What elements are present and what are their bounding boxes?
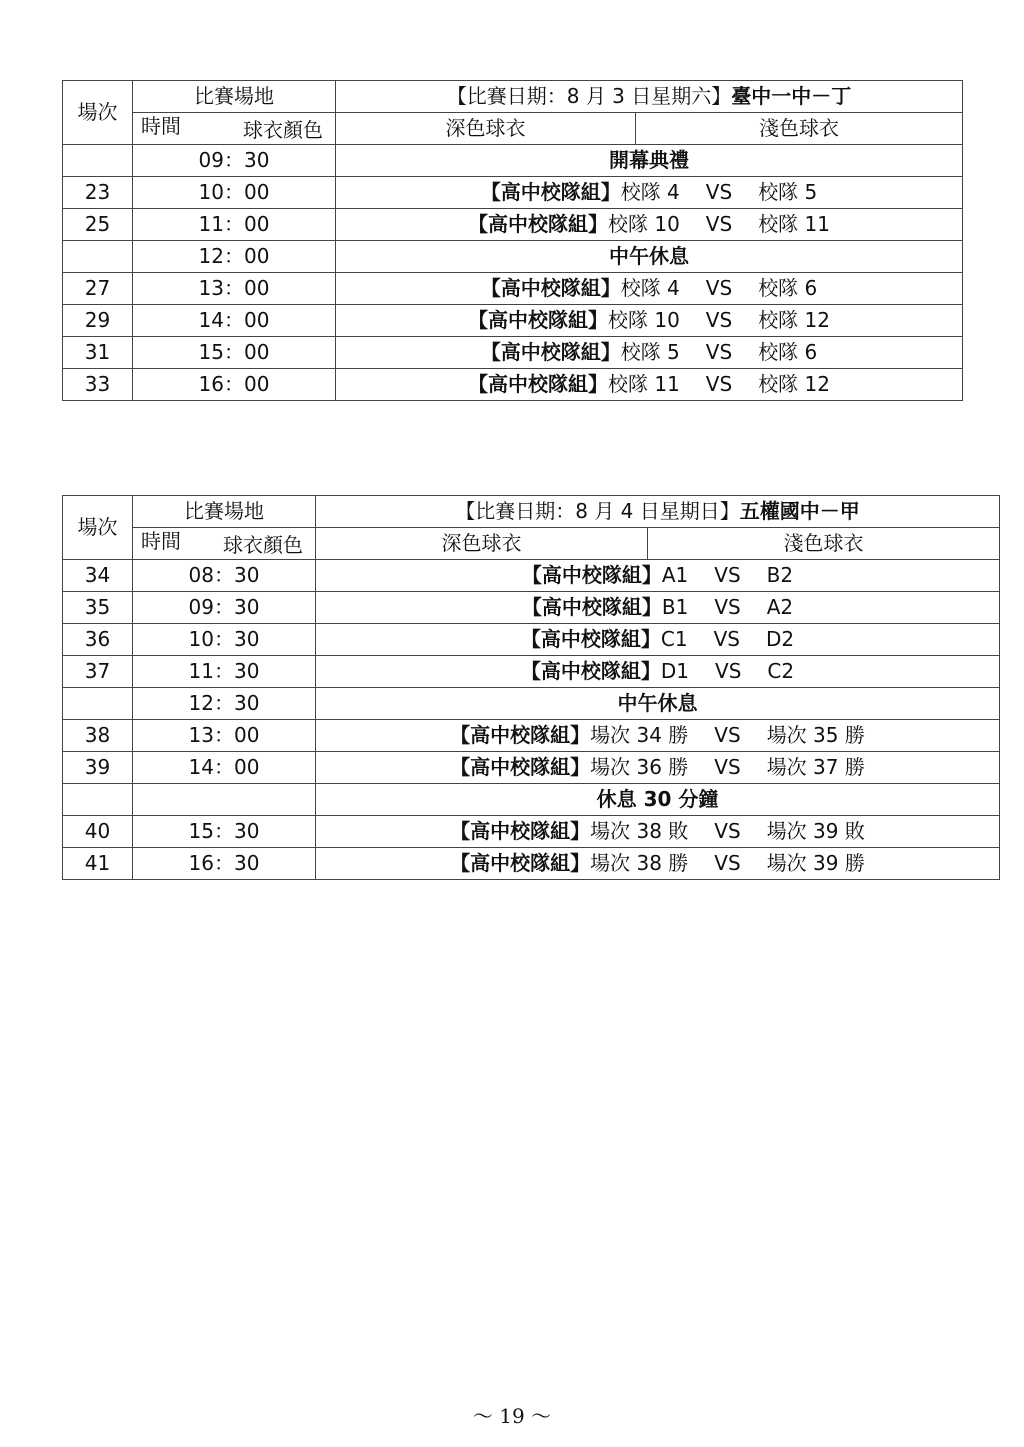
schedule-table-aug4 — [62, 495, 1000, 880]
table-row — [63, 209, 963, 241]
match-time: 12：30 — [133, 688, 316, 720]
away-team: 校隊 11 — [758, 212, 830, 236]
event-cell — [336, 241, 963, 273]
match-time: 15：30 — [133, 816, 316, 848]
match-number: 40 — [63, 816, 133, 848]
match-time: 13：00 — [133, 273, 336, 305]
group-label: 【高中校隊組】 — [520, 627, 661, 651]
table-row — [63, 369, 963, 401]
table-row — [63, 337, 963, 369]
match-number: 29 — [63, 305, 133, 337]
match-time: 14：00 — [133, 752, 316, 784]
match-time: 12：00 — [133, 241, 336, 273]
dark-jersey-header: 深色球衣 — [336, 113, 636, 145]
group-label: 【高中校隊組】 — [450, 851, 591, 875]
home-team: B1 — [661, 595, 689, 619]
table-row — [63, 305, 963, 337]
match-number: 33 — [63, 369, 133, 401]
table-row — [63, 273, 963, 305]
jersey-time-header: 球衣顏色 時間 — [133, 528, 316, 560]
vs-label: VS — [705, 340, 733, 364]
home-team: C1 — [660, 627, 688, 651]
match-time: 16：30 — [133, 848, 316, 880]
matchup-cell — [316, 848, 1000, 880]
away-team: 校隊 6 — [758, 340, 818, 364]
table-row — [63, 145, 963, 177]
match-number: 31 — [63, 337, 133, 369]
away-team: 校隊 12 — [758, 372, 830, 396]
group-label: 【高中校隊組】 — [480, 340, 621, 364]
match-number — [63, 784, 133, 816]
table-row — [63, 624, 1000, 656]
table-row — [63, 656, 1000, 688]
event-cell — [336, 145, 963, 177]
event-cell — [316, 688, 1000, 720]
group-label: 【高中校隊組】 — [450, 819, 591, 843]
group-label: 【高中校隊組】 — [467, 372, 608, 396]
vs-label: VS — [714, 595, 741, 619]
match-number: 37 — [63, 656, 133, 688]
page-number: ～ 19 ～ — [472, 1404, 552, 1428]
match-number — [63, 241, 133, 273]
vs-label: VS — [705, 276, 733, 300]
table-row — [63, 848, 1000, 880]
away-team: 校隊 12 — [758, 308, 830, 332]
dark-jersey-header: 深色球衣 — [316, 528, 648, 560]
table-row — [63, 720, 1000, 752]
match-number: 25 — [63, 209, 133, 241]
vs-label: VS — [705, 180, 733, 204]
matchup-cell — [316, 720, 1000, 752]
matchup-cell — [316, 560, 1000, 592]
event-label: 開幕典禮 — [609, 148, 689, 172]
group-label: 【高中校隊組】 — [480, 276, 621, 300]
away-team: 場次 37 勝 — [766, 755, 865, 779]
matchup-cell — [336, 273, 963, 305]
match-number — [63, 145, 133, 177]
match-time: 10：00 — [133, 177, 336, 209]
vs-label: VS — [715, 659, 742, 683]
event-label: 休息 30 分鐘 — [596, 787, 719, 811]
vs-label: VS — [714, 819, 741, 843]
match-number: 27 — [63, 273, 133, 305]
matchup-cell — [316, 752, 1000, 784]
group-label: 【高中校隊組】 — [521, 563, 662, 587]
away-team: 校隊 6 — [758, 276, 818, 300]
away-team: 校隊 5 — [758, 180, 818, 204]
vs-label: VS — [705, 212, 733, 236]
home-team: 場次 36 勝 — [590, 755, 689, 779]
vs-label: VS — [714, 851, 741, 875]
away-team: A2 — [766, 595, 794, 619]
matchup-cell — [316, 816, 1000, 848]
table-row — [63, 752, 1000, 784]
match-number — [63, 688, 133, 720]
match-time: 09：30 — [133, 145, 336, 177]
vs-label: VS — [714, 563, 741, 587]
table-row — [63, 241, 963, 273]
scene-header: 場次 — [63, 496, 133, 560]
event-cell — [316, 784, 1000, 816]
group-label: 【高中校隊組】 — [467, 308, 608, 332]
event-label: 中午休息 — [609, 244, 689, 268]
home-team: 場次 38 勝 — [590, 851, 689, 875]
home-team: 校隊 4 — [620, 180, 680, 204]
home-team: 校隊 5 — [620, 340, 680, 364]
home-team: 校隊 10 — [607, 308, 680, 332]
matchup-cell — [336, 337, 963, 369]
away-team: 場次 35 勝 — [766, 723, 865, 747]
table-row — [63, 816, 1000, 848]
match-time — [133, 784, 316, 816]
vs-label: VS — [713, 627, 740, 651]
table-row — [63, 592, 1000, 624]
table-row — [63, 688, 1000, 720]
group-label: 【高中校隊組】 — [480, 180, 621, 204]
match-time: 11：00 — [133, 209, 336, 241]
venue-header: 比賽場地 — [133, 496, 316, 528]
scene-header: 場次 — [63, 81, 133, 145]
match-time: 16：00 — [133, 369, 336, 401]
group-label: 【高中校隊組】 — [467, 212, 608, 236]
light-jersey-header: 淺色球衣 — [636, 113, 963, 145]
match-number: 35 — [63, 592, 133, 624]
matchup-cell — [316, 656, 1000, 688]
home-team: 校隊 4 — [620, 276, 680, 300]
match-number: 41 — [63, 848, 133, 880]
match-number: 39 — [63, 752, 133, 784]
schedule-table-aug3 — [62, 80, 963, 401]
group-label: 【高中校隊組】 — [520, 659, 661, 683]
match-number: 34 — [63, 560, 133, 592]
home-team: 場次 38 敗 — [590, 819, 689, 843]
group-label: 【高中校隊組】 — [450, 723, 591, 747]
jersey-time-header: 球衣顏色 時間 — [133, 113, 336, 145]
match-time: 15：00 — [133, 337, 336, 369]
table-row — [63, 177, 963, 209]
vs-label: VS — [714, 755, 741, 779]
venue-header: 比賽場地 — [133, 81, 336, 113]
match-time: 10：30 — [133, 624, 316, 656]
match-time: 13：00 — [133, 720, 316, 752]
away-team: B2 — [766, 563, 794, 587]
light-jersey-header: 淺色球衣 — [648, 528, 1000, 560]
matchup-cell — [316, 624, 1000, 656]
match-number: 23 — [63, 177, 133, 209]
home-team: 校隊 10 — [607, 212, 680, 236]
matchup-cell — [316, 592, 1000, 624]
home-team: 校隊 11 — [607, 372, 680, 396]
matchup-cell — [336, 305, 963, 337]
match-time: 08：30 — [133, 560, 316, 592]
away-team: C2 — [767, 659, 795, 683]
away-team: D2 — [765, 627, 795, 651]
home-team: D1 — [660, 659, 690, 683]
group-label: 【高中校隊組】 — [521, 595, 662, 619]
match-time: 09：30 — [133, 592, 316, 624]
away-team: 場次 39 敗 — [766, 819, 865, 843]
matchup-cell — [336, 177, 963, 209]
away-team: 場次 39 勝 — [766, 851, 865, 875]
match-time: 14：00 — [133, 305, 336, 337]
match-number: 38 — [63, 720, 133, 752]
group-label: 【高中校隊組】 — [450, 755, 591, 779]
matchup-cell — [336, 209, 963, 241]
event-label: 中午休息 — [617, 691, 698, 715]
home-team: A1 — [661, 563, 689, 587]
date-venue-header: 【比賽日期：8 月 3 日星期六】臺中一中－丁 — [336, 81, 963, 113]
vs-label: VS — [705, 372, 733, 396]
table-row — [63, 560, 1000, 592]
matchup-cell — [336, 369, 963, 401]
date-venue-header: 【比賽日期：8 月 4 日星期日】五權國中－甲 — [316, 496, 1000, 528]
table-row — [63, 784, 1000, 816]
home-team: 場次 34 勝 — [590, 723, 689, 747]
match-number: 36 — [63, 624, 133, 656]
vs-label: VS — [705, 308, 733, 332]
vs-label: VS — [714, 723, 741, 747]
match-time: 11：30 — [133, 656, 316, 688]
